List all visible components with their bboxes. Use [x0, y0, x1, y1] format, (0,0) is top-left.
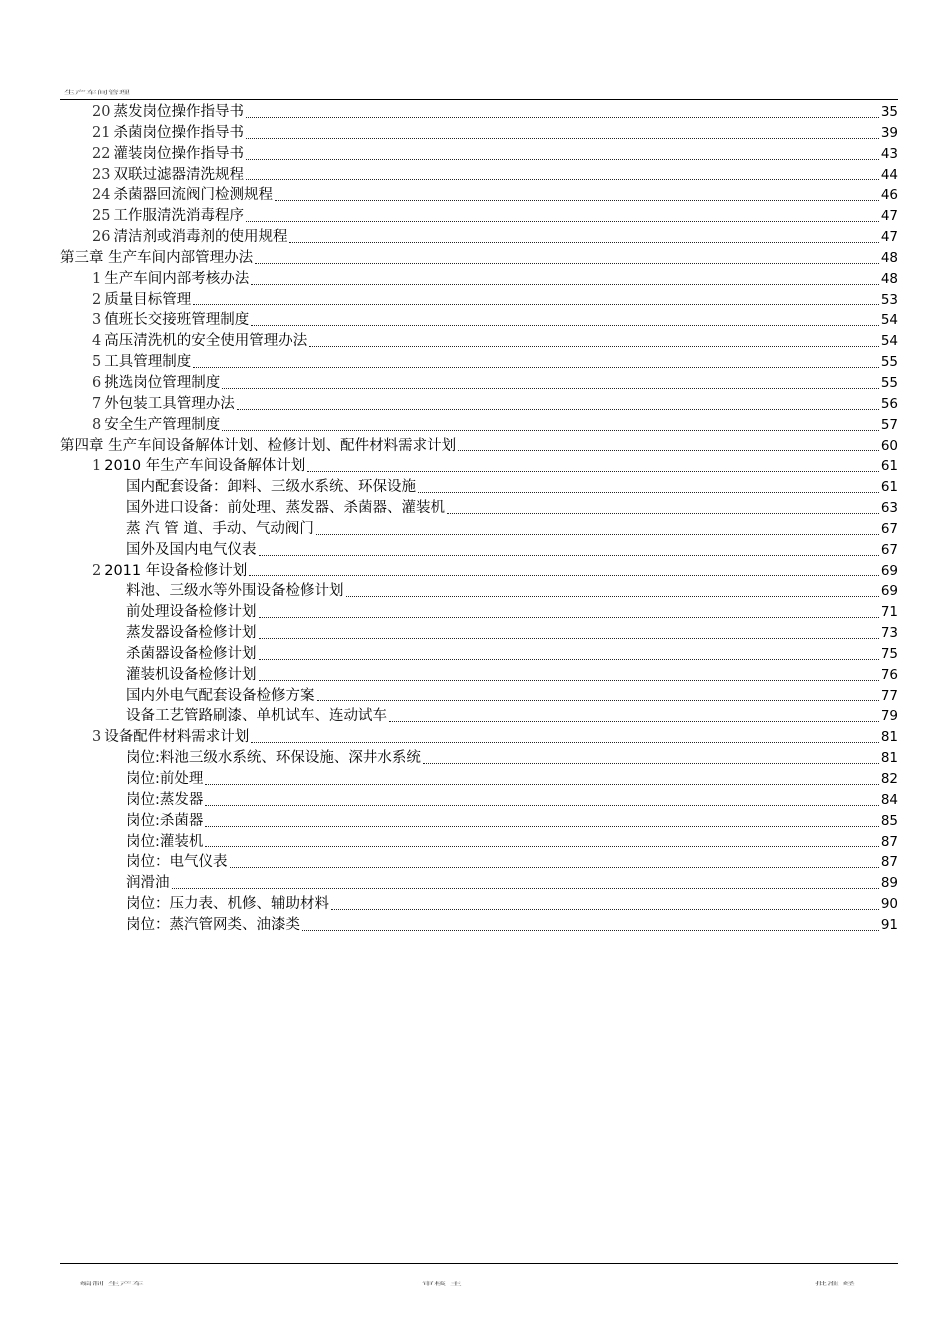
toc-entry-page: 44: [880, 166, 898, 183]
toc-entry[interactable]: [60, 415, 898, 436]
toc-entry-page: 48: [880, 249, 898, 266]
toc-entry[interactable]: [60, 894, 898, 915]
dot-leader: [251, 742, 879, 743]
toc-entry-title: 生产车间内部考核办法: [104, 270, 250, 287]
toc-entry-page: 75: [880, 645, 898, 662]
toc-entry-page: 46: [880, 187, 898, 204]
toc-entry-title: 岗位：蒸汽管网类、油漆类: [126, 916, 300, 933]
toc-entry-page: 79: [880, 708, 898, 725]
toc-entry-page: 54: [880, 333, 898, 350]
dot-leader: [447, 513, 879, 514]
toc-entry[interactable]: [60, 623, 898, 644]
toc-entry-page: 55: [880, 374, 898, 391]
toc-entry-title: 第四章 生产车间设备解体计划、检修计划、配件材料需求计划: [60, 437, 457, 454]
toc-entry-page: 69: [880, 583, 898, 600]
toc-entry-number: 2: [92, 562, 102, 579]
toc-entry[interactable]: [60, 477, 898, 498]
toc-entry-page: 61: [880, 479, 898, 496]
toc-entry-page: 48: [880, 270, 898, 287]
toc-entry-page: 47: [880, 229, 898, 246]
toc-entry[interactable]: [60, 665, 898, 686]
toc-entry[interactable]: [60, 727, 898, 748]
toc-entry-page: 69: [880, 562, 898, 579]
toc-entry-page: 55: [880, 354, 898, 371]
toc-entry-number: 6: [92, 374, 102, 391]
toc-entry-page: 67: [880, 520, 898, 537]
toc-entry-title: 岗位:料池三级水系统、环保设施、深井水系统: [126, 750, 421, 767]
toc-entry[interactable]: [60, 832, 898, 853]
dot-leader: [259, 555, 879, 556]
dot-leader: [193, 304, 879, 305]
dot-leader: [259, 617, 879, 618]
toc-entry[interactable]: [60, 269, 898, 290]
toc-entry-number: 3: [92, 729, 102, 746]
toc-entry-number: 8: [92, 416, 102, 433]
toc-entry-page: 85: [880, 812, 898, 829]
toc-entry-number: 1: [92, 458, 102, 475]
dot-leader: [205, 805, 878, 806]
footer-approved-by: 批准 经: [815, 1280, 855, 1287]
toc-entry-title: 蒸发岗位操作指导书: [113, 104, 244, 120]
toc-entry-number: 20: [92, 104, 111, 120]
footer-rule: [60, 1263, 898, 1264]
toc-entry[interactable]: [60, 561, 898, 582]
toc-entry-page: 87: [880, 854, 898, 871]
toc-entry[interactable]: [60, 873, 898, 894]
toc-entry[interactable]: [60, 915, 898, 936]
dot-leader: [289, 242, 878, 243]
dot-leader: [275, 200, 879, 201]
toc-entry[interactable]: [60, 456, 898, 477]
footer-reviewed-by: 审核 主: [422, 1280, 462, 1287]
toc-entry-title: 外包装工具管理办法: [104, 395, 235, 412]
toc-entry-page: 91: [880, 916, 898, 933]
dot-leader: [222, 430, 879, 431]
toc-entry-page: 61: [880, 458, 898, 475]
toc-entry-page: 57: [880, 416, 898, 433]
toc-entry[interactable]: [60, 519, 898, 540]
dot-leader: [205, 784, 878, 785]
toc-entry[interactable]: [60, 310, 898, 331]
dot-leader: [259, 638, 879, 639]
header-rule: [60, 99, 898, 100]
toc-entry-title: 质量目标管理: [104, 291, 192, 308]
toc-entry-title: 值班长交接班管理制度: [104, 312, 250, 329]
toc-entry-number: 4: [92, 333, 102, 350]
dot-leader: [246, 179, 879, 180]
toc-entry[interactable]: [60, 686, 898, 707]
dot-leader: [389, 721, 879, 722]
toc-entry[interactable]: [60, 540, 898, 561]
dot-leader: [259, 659, 879, 660]
table-of-contents: [60, 102, 898, 936]
toc-entry[interactable]: [60, 352, 898, 373]
dot-leader: [205, 846, 878, 847]
toc-entry[interactable]: [60, 185, 898, 206]
toc-entry[interactable]: [60, 165, 898, 186]
toc-entry-title: 润滑油: [126, 875, 170, 892]
toc-entry-title: 岗位:蒸发器: [126, 791, 204, 808]
toc-entry-title: 岗位:前处理: [126, 771, 204, 787]
toc-entry-page: 89: [880, 875, 898, 892]
dot-leader: [251, 325, 879, 326]
toc-entry-page: 90: [880, 896, 898, 913]
toc-entry-title: 双联过滤器清洗规程: [113, 166, 244, 183]
toc-entry-title: 岗位:灌装机: [126, 833, 204, 850]
toc-entry-title: 挑选岗位管理制度: [104, 374, 221, 391]
toc-entry[interactable]: [60, 394, 898, 415]
toc-entry-title: 2010 年生产车间设备解体计划: [104, 458, 306, 475]
toc-entry-title: 前处理设备检修计划: [126, 604, 257, 621]
toc-entry-number: 26: [92, 229, 111, 246]
footer-prepared-by: 编制 生产车: [80, 1280, 144, 1287]
toc-entry[interactable]: [60, 102, 898, 123]
toc-entry-title: 设备配件材料需求计划: [104, 729, 250, 746]
toc-entry-title: 安全生产管理制度: [104, 416, 221, 433]
dot-leader: [205, 826, 878, 827]
toc-entry-title: 料池、三级水等外围设备检修计划: [126, 583, 344, 600]
toc-entry-title: 岗位：电气仪表: [126, 854, 228, 871]
toc-entry-page: 76: [880, 666, 898, 683]
toc-entry-number: 1: [92, 270, 102, 287]
toc-entry-title: 高压清洗机的安全使用管理办法: [104, 333, 308, 350]
toc-entry[interactable]: [60, 644, 898, 665]
toc-entry-page: 87: [880, 833, 898, 850]
toc-entry-title: 设备工艺管路刷漆、单机试车、连动试车: [126, 708, 387, 725]
dot-leader: [246, 159, 879, 160]
toc-entry-page: 77: [880, 687, 898, 704]
toc-entry-title: 工作服清洗消毒程序: [113, 208, 244, 225]
dot-leader: [246, 221, 879, 222]
toc-entry[interactable]: [60, 123, 898, 144]
toc-entry[interactable]: [60, 331, 898, 352]
toc-entry-title: 第三章 生产车间内部管理办法: [60, 249, 254, 266]
toc-entry-page: 82: [880, 771, 898, 787]
dot-leader: [302, 930, 879, 931]
running-header: 生产车间管理: [64, 89, 130, 96]
toc-entry-page: 71: [880, 604, 898, 621]
toc-entry-page: 56: [880, 395, 898, 412]
toc-entry-title: 灌装机设备检修计划: [126, 666, 257, 683]
dot-leader: [172, 888, 879, 889]
toc-entry-title: 蒸发器设备检修计划: [126, 625, 257, 642]
toc-entry-page: 39: [880, 124, 898, 141]
toc-entry-page: 81: [880, 750, 898, 767]
dot-leader: [251, 284, 879, 285]
toc-entry[interactable]: [60, 769, 898, 790]
toc-entry[interactable]: [60, 498, 898, 519]
dot-leader: [317, 700, 879, 701]
dot-leader: [237, 409, 879, 410]
toc-entry-page: 60: [880, 437, 898, 454]
toc-entry-page: 35: [880, 104, 898, 120]
toc-entry-number: 3: [92, 312, 102, 329]
toc-entry-page: 54: [880, 312, 898, 329]
dot-leader: [418, 492, 879, 493]
toc-entry-number: 21: [92, 124, 111, 141]
dot-leader: [193, 367, 879, 368]
toc-entry[interactable]: [60, 248, 898, 269]
toc-entry[interactable]: [60, 852, 898, 873]
toc-entry-title: 杀菌岗位操作指导书: [113, 124, 244, 141]
dot-leader: [249, 575, 879, 576]
toc-entry-number: 25: [92, 208, 111, 225]
toc-entry-page: 53: [880, 291, 898, 308]
toc-entry[interactable]: [60, 706, 898, 727]
toc-entry-page: 67: [880, 541, 898, 558]
toc-entry-title: 国外进口设备：前处理、蒸发器、杀菌器、灌装机: [126, 500, 445, 517]
toc-entry-title: 蒸 汽 管 道、手动、气动阀门: [126, 520, 314, 537]
toc-entry[interactable]: [60, 602, 898, 623]
toc-entry-page: 84: [880, 791, 898, 808]
toc-entry-title: 国内配套设备：卸料、三级水系统、环保设施: [126, 479, 416, 496]
toc-entry[interactable]: [60, 227, 898, 248]
toc-entry-number: 23: [92, 166, 111, 183]
dot-leader: [346, 596, 879, 597]
dot-leader: [222, 388, 879, 389]
dot-leader: [458, 450, 879, 451]
toc-entry-title: 杀菌器回流阀门检测规程: [113, 187, 273, 204]
toc-entry-number: 24: [92, 187, 111, 204]
toc-entry-title: 岗位:杀菌器: [126, 812, 204, 829]
dot-leader: [259, 680, 879, 681]
dot-leader: [255, 263, 879, 264]
toc-entry[interactable]: [60, 436, 898, 457]
dot-leader: [246, 138, 879, 139]
toc-entry-number: 22: [92, 145, 111, 162]
toc-entry-page: 81: [880, 729, 898, 746]
dot-leader: [316, 534, 879, 535]
toc-entry-title: 清洁剂或消毒剂的使用规程: [113, 229, 288, 246]
toc-entry-number: 5: [92, 354, 102, 371]
toc-entry-title: 杀菌器设备检修计划: [126, 645, 257, 662]
dot-leader: [230, 867, 879, 868]
dot-leader: [246, 117, 879, 118]
toc-entry-title: 灌装岗位操作指导书: [113, 145, 244, 162]
toc-entry-title: 2011 年设备检修计划: [104, 562, 248, 579]
toc-entry-page: 43: [880, 145, 898, 162]
toc-entry[interactable]: [60, 373, 898, 394]
toc-entry[interactable]: [60, 748, 898, 769]
dot-leader: [309, 346, 879, 347]
toc-entry[interactable]: [60, 790, 898, 811]
toc-entry-title: 岗位：压力表、机修、辅助材料: [126, 896, 329, 913]
dot-leader: [331, 909, 879, 910]
dot-leader: [423, 763, 879, 764]
toc-entry-number: 7: [92, 395, 102, 412]
toc-entry[interactable]: [60, 811, 898, 832]
toc-entry-title: 国外及国内电气仪表: [126, 541, 257, 558]
toc-entry-page: 63: [880, 500, 898, 517]
toc-entry-title: 国内外电气配套设备检修方案: [126, 687, 315, 704]
dot-leader: [307, 471, 879, 472]
toc-entry-title: 工具管理制度: [104, 354, 192, 371]
toc-entry-page: 73: [880, 625, 898, 642]
toc-entry[interactable]: [60, 290, 898, 311]
toc-entry-page: 47: [880, 208, 898, 225]
toc-entry[interactable]: [60, 581, 898, 602]
toc-entry[interactable]: [60, 144, 898, 165]
toc-entry-number: 2: [92, 291, 102, 308]
toc-entry[interactable]: [60, 206, 898, 227]
